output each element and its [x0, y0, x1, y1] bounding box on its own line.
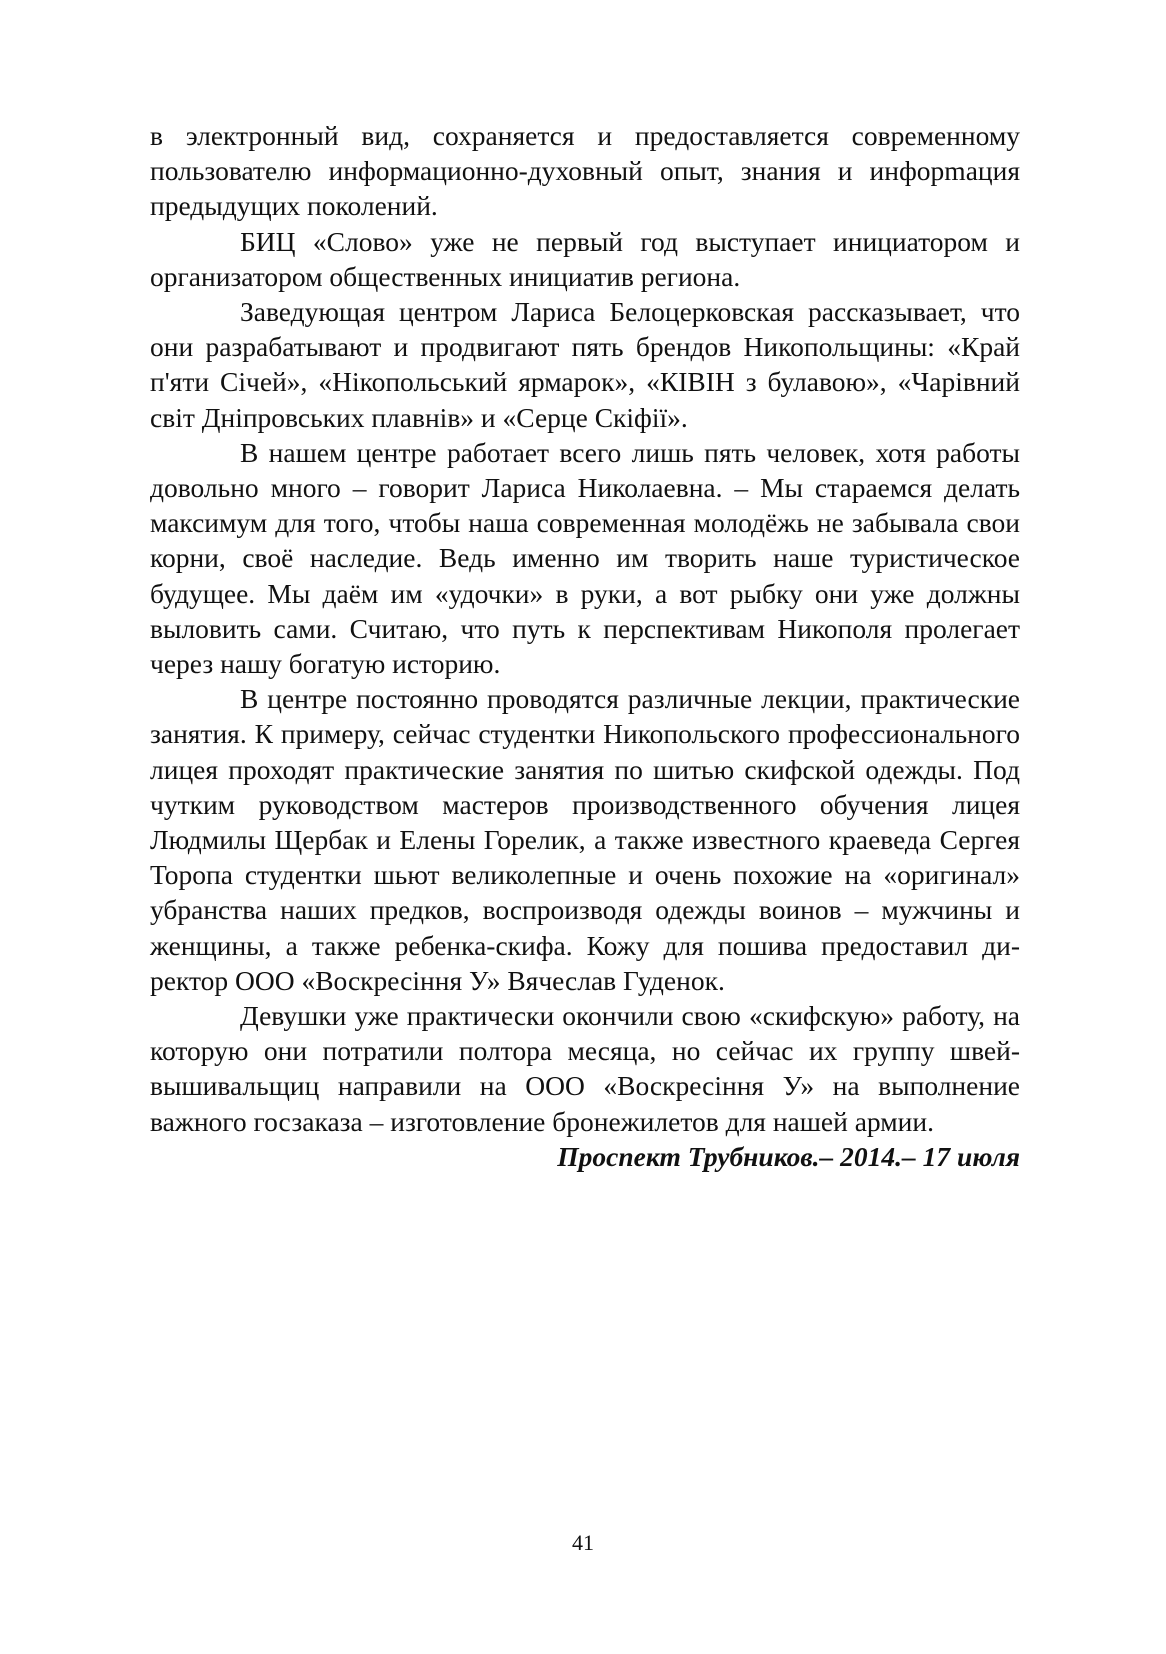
article-body — [150, 118, 1020, 1174]
page-number: 41 — [572, 1530, 594, 1555]
paragraph-bic-slovo: БИЦ «Слово» уже не первый год выступает инициатором и организатором общественных инициатив региона. — [150, 225, 1020, 292]
paragraph-conclusion: Девушки уже практически окончили свою «скифскую» работу, на которую они потратили полтора месяца, но сейчас их группу швей-вышивальщиц направили на ООО «Воскресіння У» на выполнение важного госзаказа – изготовление бронежилетов для нашей армии. — [150, 1000, 1020, 1137]
paragraph-brands: Заведующая центром Лариса Белоцерковская рассказывает, что они разрабатывают и продвигают пять брендов Никопольщины: «Край п'яти Січей», «Нікопольський ярмарок», «КІВІН з булавою», «Чарівний світ Дніпровських плавнів» и «Серце Скіфії». — [150, 296, 1020, 433]
paragraph-quote: В нашем центре работает всего лишь пять человек, хотя работы довольно много – говорит Лариса Николаевна. – Мы стараемся делать максимум для того, чтобы наша современная молодёжь не забывала свои корни, своё наследие. Ведь именно им творить наше туристическое будущее. Мы даём им «удочки» в руки, а вот рыбку они уже должны выловить сами. Считаю, что путь к перспективам Никополя пролегает через нашу богатую историю. — [150, 436, 1020, 680]
paragraph-continuation: в электронный вид, сохраняется и предоставляется современному пользователю информационно-духовный опыт, знания и инфорmация предыдущих поколений. — [150, 120, 1020, 222]
paragraph-lectures: В центре постоянно проводятся различные лекции, практические занятия. К примеру, сейчас студентки Никопольского профессионального лицея проходят практические занятия по шитью скифской одежды. Под чутким руководством мастеров производственного обучения лицея Людмилы Щербак и Елены Горелик, а также известного краеведа Сергея Торопа студентки шьют великолепные и очень похожие на «оригинал» убранства наших предков, воспроизводя одежды воинов – мужчины и женщины, а также ребенка-скифа. Кожу для пошива предоставил директор ООО «Воскресіння У» Вячеслав Гуденок. — [150, 683, 1020, 996]
source-citation: Проспект Трубников.– 2014.– 17 июля — [557, 1140, 1020, 1172]
